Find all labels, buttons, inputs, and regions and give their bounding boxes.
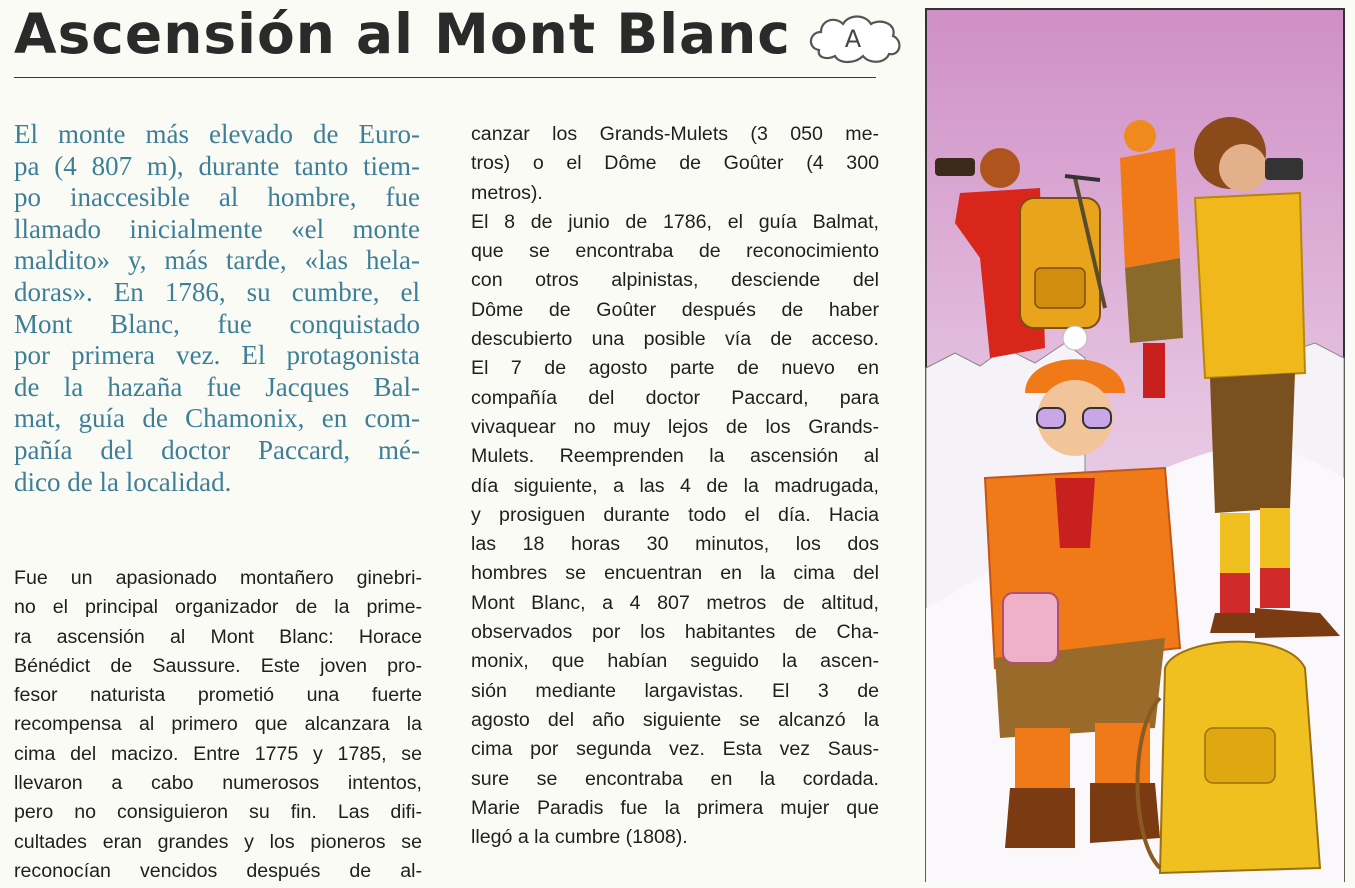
body-line: con otros alpinistas, desciende del bbox=[471, 269, 879, 292]
body-line: observados por los habitantes de Cha- bbox=[471, 621, 879, 644]
body-line: hombres se encuentran en la cima del bbox=[471, 562, 879, 585]
body-line: tros) o el Dôme de Goûter (4 300 bbox=[471, 152, 879, 175]
lead-line: doras». En 1786, su cumbre, el bbox=[14, 276, 420, 307]
lead-line: llamado inicialmente «el monte bbox=[14, 213, 420, 244]
body-line: canzar los Grands-Mulets (3 050 me- bbox=[471, 123, 879, 145]
body-column-2 bbox=[471, 120, 879, 852]
body-line: agosto del año siguiente se alcanzó la bbox=[471, 708, 879, 731]
lead-line: pa (4 807 m), durante tanto tiem- bbox=[14, 150, 420, 181]
body-line: vivaquear no muy lejos de los Grands- bbox=[471, 415, 879, 438]
body-line: ra ascensión al Mont Blanc: Horace bbox=[14, 625, 422, 648]
body-line: sure se encontraba en la cordada. bbox=[471, 767, 879, 790]
body-line: Mulets. Reemprenden la ascensión al bbox=[471, 445, 879, 468]
cloud-badge-icon bbox=[805, 10, 905, 66]
body-line: día siguiente, a las 4 de la madrugada, bbox=[471, 474, 879, 497]
body-line: llevaron a cabo numerosos intentos, bbox=[14, 772, 422, 795]
body-line: las 18 horas 30 minutos, los dos bbox=[471, 533, 879, 556]
lead-line: por primera vez. El protagonista bbox=[14, 340, 420, 371]
body-line: que se encontraba de reconocimiento bbox=[471, 240, 879, 263]
lead-paragraph bbox=[14, 119, 420, 498]
body-line: Marie Paradis fue la primera mujer que bbox=[471, 796, 879, 819]
body-line: cima por segunda vez. Esta vez Saus- bbox=[471, 738, 879, 761]
badge-letter: A bbox=[844, 25, 862, 53]
body-line: pero no consiguieron su fin. Las difi- bbox=[14, 801, 422, 824]
body-line: reconocían vencidos después de al- bbox=[14, 859, 422, 882]
lead-line: po inaccesible al hombre, fue bbox=[14, 182, 420, 213]
lead-line: El monte más elevado de Euro- bbox=[14, 119, 420, 149]
body-line: compañía del doctor Paccard, para bbox=[471, 386, 879, 409]
body-column-1 bbox=[14, 564, 422, 886]
body-line: metros). bbox=[471, 181, 543, 204]
body-line: fesor naturista prometió una fuerte bbox=[14, 684, 422, 707]
backpack-ground bbox=[1138, 642, 1321, 873]
body-line: y prosiguen durante todo el día. Hacia bbox=[471, 503, 879, 526]
body-line: sión mediante largavistas. El 3 de bbox=[471, 679, 879, 702]
body-line: descubierto una posible vía de acceso. bbox=[471, 328, 879, 351]
lead-line: Mont Blanc, fue conquistado bbox=[14, 308, 420, 339]
lead-line: mat, guía de Chamonix, en com- bbox=[14, 403, 420, 434]
mountaineers-illustration bbox=[925, 8, 1345, 882]
lead-line: dico de la localidad. bbox=[14, 466, 232, 497]
body-line: El 8 de junio de 1786, el guía Balmat, bbox=[471, 210, 879, 233]
body-line: El 7 de agosto parte de nuevo en bbox=[471, 357, 879, 380]
body-line: Mont Blanc, a 4 807 metros de altitud, bbox=[471, 591, 879, 614]
lead-line: de la hazaña fue Jacques Bal- bbox=[14, 371, 420, 402]
body-line: Fue un apasionado montañero ginebri- bbox=[14, 567, 422, 589]
body-line: recompensa al primero que alcanzara la bbox=[14, 713, 422, 736]
title-rule bbox=[14, 77, 876, 78]
lead-line: maldito» y, más tarde, «las hela- bbox=[14, 245, 420, 276]
body-line: Dôme de Goûter después de haber bbox=[471, 298, 879, 321]
body-line: cultades eran grandes y los pioneros se bbox=[14, 830, 422, 853]
body-line: monix, que habían seguido la ascen- bbox=[471, 650, 879, 673]
page-title: Ascensión al Mont Blanc bbox=[14, 2, 791, 66]
body-line: Bénédict de Saussure. Este joven pro- bbox=[14, 654, 422, 677]
lead-line: pañía del doctor Paccard, mé- bbox=[14, 434, 420, 465]
body-line: cima del macizo. Entre 1775 y 1785, se bbox=[14, 742, 422, 765]
body-line: llegó a la cumbre (1808). bbox=[471, 826, 688, 849]
body-line: no el principal organizador de la prime- bbox=[14, 596, 422, 619]
